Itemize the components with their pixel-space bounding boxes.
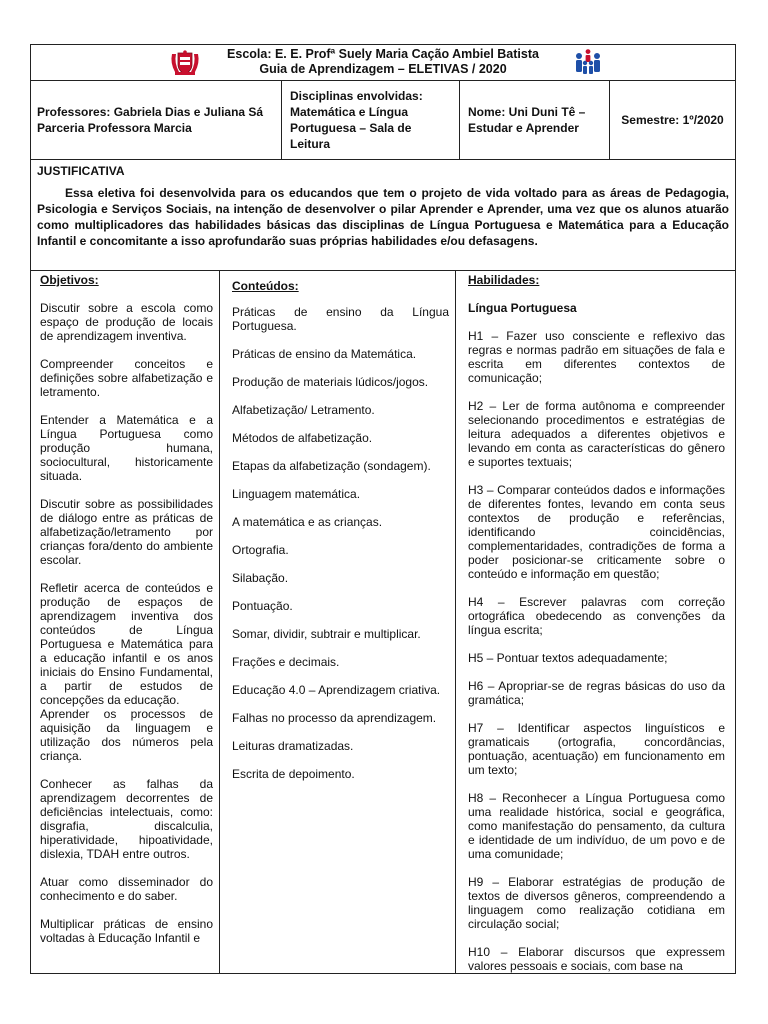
elective-name-cell	[460, 81, 610, 159]
objective-item: Aprender os processos de aquisição da linguagem e utilização dos números pela criança.	[40, 707, 213, 763]
elective-name-text: Nome: Uni Duni Tê – Estudar e Aprender	[468, 105, 586, 135]
justification-text: Essa eletiva foi desenvolvida para os educandos que tem o projeto de vida voltado para as áreas de Pedagogia, Psicologia e Serviços Sociais, na intenção de desenvolver o pilar Aprender e Aprender, uma vez que os alunos atuarão como multiplicadores das habilidades básicas das disciplinas de Língua Portuguesa e Matemática para a Educação Infantil e concomitante a isso aprofundarão suas próprias habilidades e/ou defasagens.	[37, 186, 729, 248]
content-item: Práticas de ensino da Língua Portuguesa.	[232, 305, 449, 333]
skill-item: H10 – Elaborar discursos que expressem valores pessoais e sociais, com base na	[468, 945, 725, 973]
document-header	[31, 45, 735, 81]
content-item: Métodos de alfabetização.	[232, 431, 373, 445]
content-item: Leituras dramatizadas.	[232, 739, 354, 753]
disciplines-text: Disciplinas envolvidas: Matemática e Língua Portuguesa – Sala de Leitura	[290, 89, 423, 151]
content-item: Etapas da alfabetização (sondagem).	[232, 459, 431, 473]
skill-item: H7 – Identificar aspectos linguísticos e gramaticais (ortografia, concordâncias, pontuação, acentuação) em funcionamento em um texto;	[468, 721, 725, 777]
disciplines-cell	[282, 81, 460, 159]
skill-item: H6 – Apropriar-se de regras básicas do uso da gramática;	[468, 679, 725, 707]
learning-guide-document	[30, 44, 736, 974]
objective-item: Discutir sobre as possibilidades de diálogo entre as práticas de alfabetização/letramento por crianças fora/dento do ambiente escolar.	[40, 497, 213, 567]
objectives-title: Objetivos:	[40, 273, 99, 287]
objective-item: Conhecer as falhas da aprendizagem decorrentes de deficiências intelectuais, como: disgrafia, discalculia, hiperatividade, hipoatividade, dislexia, TDAH entre outros.	[40, 777, 213, 861]
skill-item: H8 – Reconhecer a Língua Portuguesa como uma realidade histórica, social e geográfica, como manifestação do pensamento, da cultura e identidade de um indivíduo, de um povo e de uma comunidade;	[468, 791, 725, 861]
content-columns	[31, 271, 735, 974]
objective-item: Compreender conceitos e definições sobre alfabetização e letramento.	[40, 357, 213, 399]
skill-item: H5 – Pontuar textos adequadamente;	[468, 651, 668, 665]
family-icon	[573, 49, 603, 77]
school-name: Escola: E. E. Profª Suely Maria Cação Ambiel Batista	[227, 47, 539, 61]
objective-item: Multiplicar práticas de ensino voltadas à Educação Infantil e	[40, 917, 213, 945]
content-item: Somar, dividir, subtrair e multiplicar.	[232, 627, 421, 641]
content-item: Escrita de depoimento.	[232, 767, 355, 781]
content-item: Educação 4.0 – Aprendizagem criativa.	[232, 683, 441, 697]
semester-cell	[610, 81, 735, 159]
objective-item: Refletir acerca de conteúdos e produção de espaços de aprendizagem inventiva dos conteúdos de Língua Portuguesa e Matemática para a educação infantil e os anos iniciais do Ensino Fundamental, a partir de estudos de concepções da educação.	[40, 581, 213, 707]
state-coat-of-arms-icon	[170, 50, 200, 76]
skills-title: Habilidades:	[468, 273, 540, 287]
justification-section	[31, 159, 735, 271]
contents-title: Conteúdos:	[232, 279, 299, 293]
guide-title: Guia de Aprendizagem – ELETIVAS / 2020	[259, 62, 507, 76]
content-item: Silabação.	[232, 571, 289, 585]
content-item: Frações e decimais.	[232, 655, 340, 669]
skill-item: H9 – Elaborar estratégias de produção de textos de diversos gêneros, compreendendo a linguagem como realização cotidiana em circulação social;	[468, 875, 725, 931]
info-row	[31, 81, 735, 160]
skill-item: H2 – Ler de forma autônoma e compreender selecionando procedimentos e estratégias de leitura adequados a diferentes objetivos e levando em conta as características do gênero e suportes textuais;	[468, 399, 725, 469]
teachers-cell	[31, 81, 282, 159]
content-item: Práticas de ensino da Matemática.	[232, 347, 417, 361]
objective-item: Discutir sobre a escola como espaço de produção de locais de aprendizagem inventiva.	[40, 301, 213, 343]
skill-item: H3 – Comparar conteúdos dados e informações de diferentes fontes, levando em conta seus contextos de produção e referências, identificando coincidências, complementaridades, contradições de forma a poder posicionar-se criticamente sobre o conteúdo e informação em questão;	[468, 483, 725, 581]
teachers-text: Professores: Gabriela Dias e Juliana Sá Parceria Professora Marcia	[37, 105, 264, 135]
content-item: Produção de materiais lúdicos/jogos.	[232, 375, 429, 389]
skills-subtitle: Língua Portuguesa	[468, 301, 577, 315]
contents-column	[220, 271, 456, 974]
skill-item: H1 – Fazer uso consciente e reflexivo das regras e normas padrão em situações de fala e escrita em diferentes contextos de comunicação;	[468, 329, 725, 385]
objective-item: Atuar como disseminador do conhecimento e do saber.	[40, 875, 213, 903]
skill-item: H4 – Escrever palavras com correção ortográfica obedecendo as convenções da língua escrita;	[468, 595, 725, 637]
skills-column	[456, 271, 735, 974]
content-item: Linguagem matemática.	[232, 487, 361, 501]
content-item: Alfabetização/ Letramento.	[232, 403, 375, 417]
semester-text: Semestre: 1º/2020	[621, 113, 724, 127]
justification-title: JUSTIFICATIVA	[37, 164, 125, 178]
content-item: Pontuação.	[232, 599, 293, 613]
content-item: Falhas no processo da aprendizagem.	[232, 711, 437, 725]
content-item: A matemática e as crianças.	[232, 515, 383, 529]
objective-item: Entender a Matemática e a Língua Portuguesa como produção humana, sociocultural, historicamente situada.	[40, 413, 213, 483]
objectives-column	[31, 271, 220, 974]
content-item: Ortografia.	[232, 543, 289, 557]
